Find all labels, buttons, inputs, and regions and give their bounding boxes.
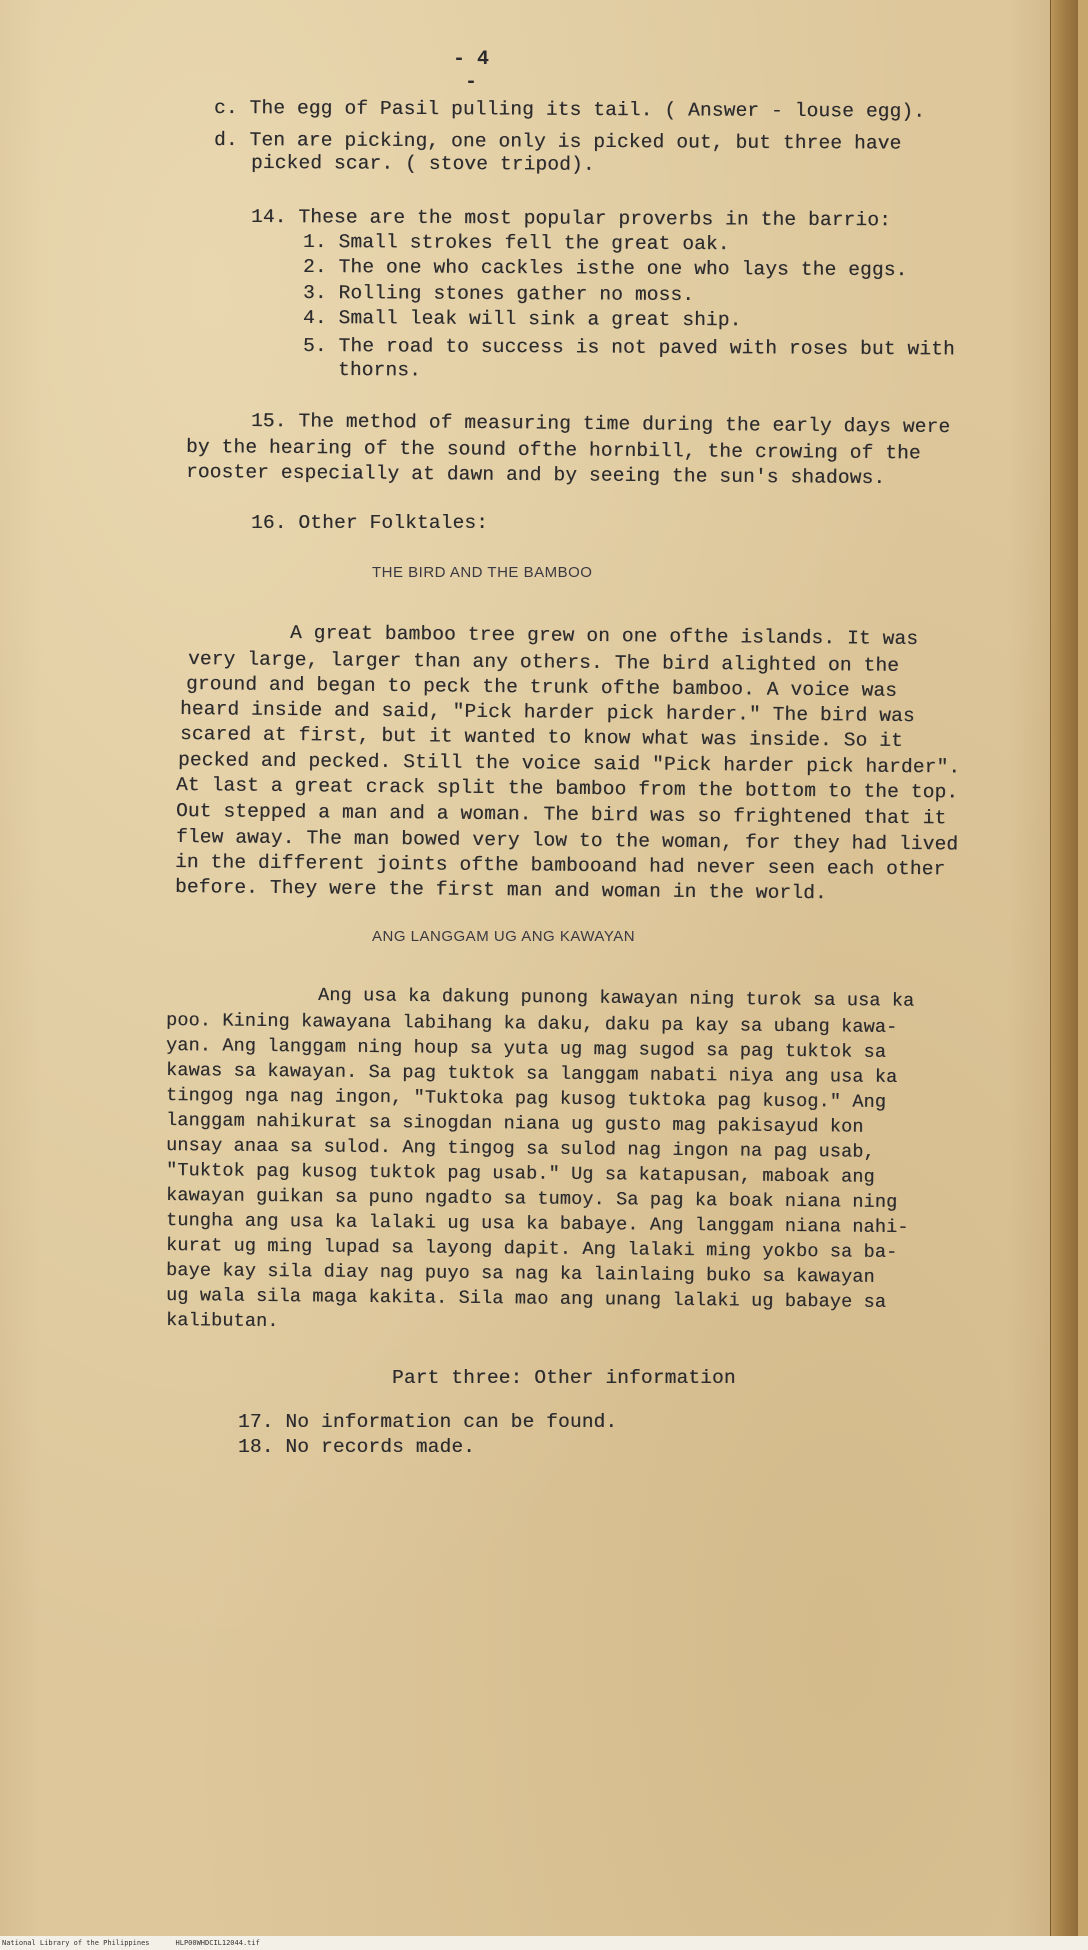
riddle-d-line-2: picked scar. ( stove tripod).: [250, 152, 595, 176]
proverb-item: 4. Small leak will sink a great ship.: [302, 307, 742, 332]
story-english-line: At last a great crack split the bamboo from the bottom to the top.: [175, 774, 959, 804]
time-measuring-line-2: by the hearing of the sound ofthe hornbill, the crowing of the: [185, 436, 921, 465]
footer-source: National Library of the Philippines: [2, 1939, 150, 1947]
story-english-line: before. They were the first man and woman in the world.: [174, 876, 827, 905]
story-english-line: in the different joints ofthe bambooand had never seen each other: [174, 851, 946, 881]
proverb-item-continuation: thorns.: [337, 359, 422, 382]
story-cebuano-line: kawayan guikan sa puno ngadto sa tumoy. Sa pag ka boak niana ning: [165, 1185, 898, 1214]
riddle-d-line-1: d. Ten are picking, one only is picked out, but three have: [213, 129, 902, 155]
story-cebuano-line: kurat ug ming lupad sa layong dapit. Ang lalaki ming yokbo sa ba-: [165, 1235, 898, 1264]
folktales-heading: 16. Other Folktales:: [251, 512, 489, 534]
story-english-line: very large, larger than any others. The bird alighted on the: [187, 648, 900, 677]
story-english-line: flew away. The man bowed very low to the woman, for they had lived: [175, 826, 959, 856]
riddle-c: c. The egg of Pasil pulling its tail. ( Answer - louse egg).: [213, 97, 926, 123]
story-english-line: A great bamboo tree grew on one ofthe islands. It was: [289, 622, 919, 651]
page-edge-strip: [1078, 0, 1088, 1936]
story-english-line: ground and began to peck the trunk ofthe bamboo. A voice was: [185, 673, 898, 702]
part-three-heading: Part three: Other information: [392, 1367, 736, 1389]
story-english-line: scared at first, but it wanted to know what was inside. So it: [179, 723, 904, 752]
story-cebuano-line: poo. Kining kawayana labihang ka daku, daku pa kay sa ubang kawa-: [165, 1010, 898, 1039]
page-number: - 4 -: [452, 48, 489, 94]
story-cebuano-line: tungha ang usa ka lalaki ug usa ka babaye. Ang langgam niana nahi-: [165, 1210, 909, 1239]
story-cebuano-line: ug wala sila maga kakita. Sila mao ang unang lalaki ug babaye sa: [165, 1285, 887, 1313]
story-cebuano-line: yan. Ang langgam ning houp sa yuta ug mag sugod sa pag tuktok sa: [165, 1035, 887, 1063]
story-cebuano-line: kalibutan.: [165, 1310, 279, 1333]
part-three-item: 17. No information can be found.: [238, 1411, 618, 1433]
story-cebuano-line: unsay anaa sa sulod. Ang tingog sa sulod nag ingon na pag usab,: [165, 1135, 875, 1163]
story-cebuano-line: kawas sa kawayan. Sa pag tuktok sa langgam nabati niya ang usa ka: [165, 1060, 898, 1089]
proverb-item: 5. The road to success is not paved with roses but with: [302, 335, 955, 361]
proverb-item: 1. Small strokes fell the great oak.: [302, 231, 730, 256]
proverb-item: 2. The one who cackles isthe one who lays the eggs.: [302, 256, 908, 282]
story-english-line: Out stepped a man and a woman. The bird was so frightened that it: [175, 800, 947, 830]
story-cebuano-line: Ang usa ka dakung punong kawayan ning turok sa usa ka: [317, 985, 915, 1012]
story-title-cebuano: ANG LANGGAM UG ANG KAWAYAN: [372, 928, 636, 945]
story-title-english: THE BIRD AND THE BAMBOO: [372, 564, 593, 581]
story-english-line: pecked and pecked. Still the voice said "Pick harder pick harder".: [177, 749, 961, 779]
story-cebuano-line: "Tuktok pag kusog tuktok pag usab." Ug sa katapusan, maboak ang: [165, 1160, 875, 1188]
story-english-line: heard inside and said, "Pick harder pick harder." The bird was: [179, 698, 915, 728]
story-cebuano-line: tingog nga nag ingon, "Tuktoka pag kusog tuktoka pag kusog." Ang: [165, 1085, 887, 1113]
footer-file: HLP00WHDCIL12044.tif: [175, 1939, 260, 1947]
page-edge-binding: [1050, 0, 1079, 1936]
proverbs-heading: 14. These are the most popular proverbs in the barrio:: [250, 206, 892, 232]
proverb-item: 3. Rolling stones gather no moss.: [302, 282, 695, 307]
story-cebuano-line: baye kay sila diay nag puyo sa nag ka lainlaing buko sa kawayan: [165, 1260, 875, 1288]
story-cebuano-line: langgam nahikurat sa sinogdan niana ug gusto mag pakisayud kon: [165, 1110, 864, 1138]
time-measuring-line-1: 15. The method of measuring time during the early days were: [250, 410, 951, 439]
time-measuring-line-3: rooster especially at dawn and by seeing the sun's shadows.: [185, 461, 886, 490]
scan-footer: [0, 1936, 1088, 1950]
part-three-item: 18. No records made.: [238, 1436, 476, 1458]
